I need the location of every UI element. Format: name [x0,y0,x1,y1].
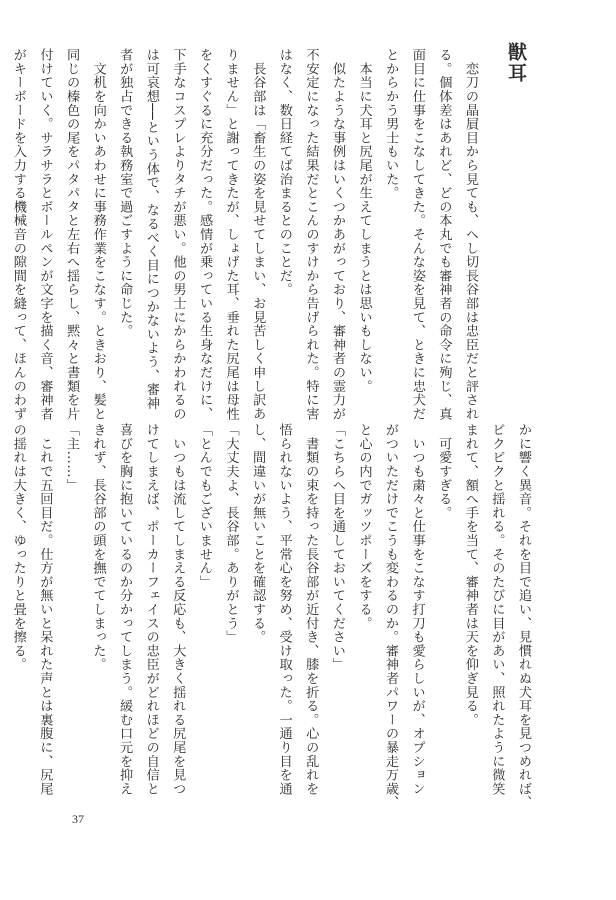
text-line: をくすぐるに充分だった。感情が乗っている生身なだけに、 [197,48,213,421]
text-line: と心の内でガッツポーズをする。 [356,423,372,630]
text-line: 本当に犬耳と尻尾が生えてしまうとは思いもしない。 [356,48,372,393]
text-line: 「大丈夫よ、長谷部。ありがとう」 [223,423,239,644]
chapter-title: 獣耳 [505,42,527,84]
text-line: きれず、長谷部の頭を撫でてしまった。 [90,423,106,672]
text-line: ピクピクと揺れる。そのたびに目があい、照れたように微笑 [489,423,505,796]
text-line: けてしまえば、ポーカーフェイスの忠臣がどれほどの自信と [143,423,159,796]
text-line: まれて、額へ手を当て、審神者は天を仰ぎ見る。 [462,423,478,727]
text-line: 書類の束を持った長谷部が近付き、膝を折る。心の乱れを [303,423,319,796]
text-line: 似たような事例はいくつかあがっており、審神者の霊力が [330,48,346,421]
text-line: 文机を向かいあわせに事務作業をこなす。ときおり、髪と [90,48,106,421]
page-number: 37 [72,812,84,826]
lower-text-block [10,423,536,810]
text-line: は可哀想──という体で、なるべく目につかないよう、審神 [143,48,159,411]
text-line: いつもは流してしまえる反応も、大きく揺れる尻尾を見つ [170,423,186,796]
text-line: 「主……」 [63,423,79,492]
text-line: 不安定になった結果だとこんのすけから告げられた。特に害 [303,48,319,421]
text-line: 同じの榛色の尾をパタパタと左右へ揺らし、黙々と書類を片 [64,48,80,421]
text-line: 「こちらへ目を通しておいてください」 [329,423,345,672]
text-line: 長谷部は「畜生の姿を見せてしまい、お見苦しく申し訳あ [250,48,266,421]
text-line: る。個体差はあれど、どの本丸でも審神者の命令に殉じ、真 [436,48,452,421]
text-line: 喜びを胸に抱いているのか分かってしまう。緩む口元を抑え [117,423,133,796]
text-line: 悟られないよう、平常心を努め、受け取った。一通り目を通 [276,423,292,796]
text-line: がついただけでこうも変わるのか。審神者パワーの暴走万歳、 [383,423,399,810]
text-line: の揺れは大きく、ゆったりと畳を擦る。 [10,423,26,672]
text-line: 付けていく。サラサラとボールペンが文字を描く音、審神者 [37,48,53,421]
text-line: 恋刀の晶屓目から見ても、へし切長谷部は忠臣だと評され [463,48,478,421]
text-line: これで五回目だ。仕方が無いと呆れた声とは裏腹に、尻尾 [37,423,53,796]
text-line: かに響く異音。それを目で追い、見慣れぬ犬耳を見つめれば、 [516,423,531,810]
text-line: 可愛すぎる。 [436,423,452,520]
text-line: 「とんでもございません」 [196,423,212,589]
upper-text-block [10,48,483,421]
text-line: はなく、数日経てば治まるとのことだ。 [276,48,292,297]
text-line: がキーボードを入力する機械音の隙間を縫って、ほんのわず [10,48,26,421]
text-line: りません」と謝ってきたが、しょげた耳、垂れた尻尾は母性 [223,48,239,421]
text-line: とからかう男士もいた。 [383,48,399,200]
text-line: 者が独占できる執務室で過ごすように命じた。 [117,48,133,338]
text-line: 面目に仕事をこなしてきた。そんな姿を見て、ときに忠犬だ [409,48,425,421]
text-line: し、間違いが無いことを確認する。 [250,423,266,644]
text-line: 下手なコスプレよりタチが悪い。他の男士にからかわれるの [170,48,186,421]
text-line: いつも粛々と仕事をこなす打刀も愛らしいが、オプション [409,423,425,796]
